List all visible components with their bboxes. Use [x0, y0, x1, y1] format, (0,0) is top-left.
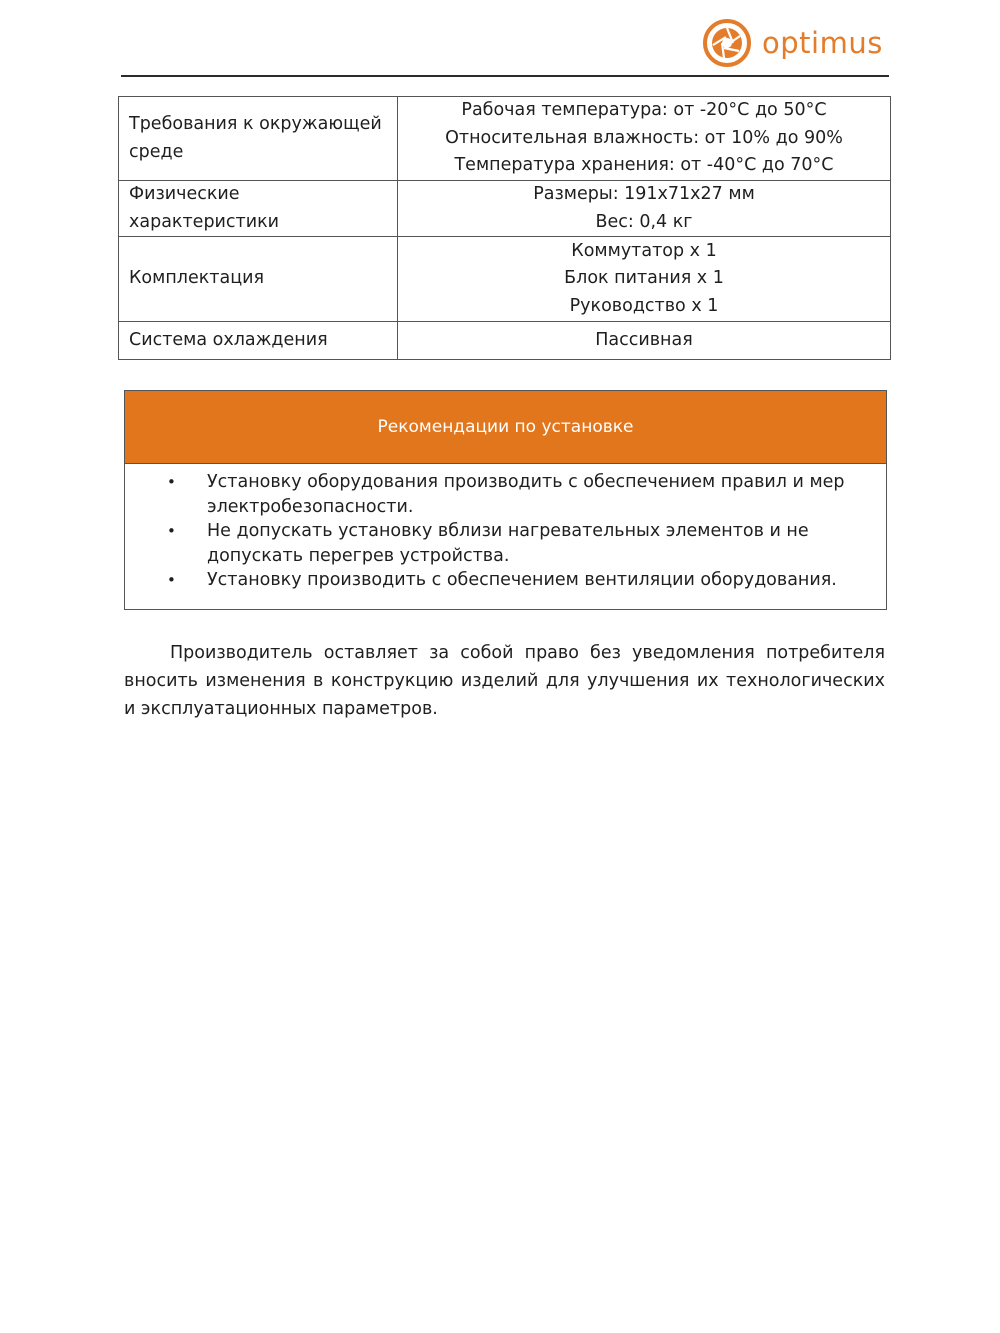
spec-label-physical: Физические характеристики: [119, 181, 398, 237]
spec-value-physical: [398, 181, 891, 237]
bullet-icon: •: [167, 571, 176, 589]
list-item-text: Не допускать установку вблизи нагревательных элементов и не допускать перегрев устройства.: [207, 521, 809, 566]
spec-label-cooling: Система охлаждения: [119, 322, 398, 360]
table-row: [119, 322, 891, 360]
list-item: [125, 568, 886, 593]
spec-value-line: Размеры: 191x71x27 мм: [533, 184, 755, 204]
spec-label-package: Комплектация: [119, 237, 398, 322]
recommendations-title: Рекомендации по установке: [125, 391, 886, 464]
header-divider: [121, 75, 889, 77]
spec-value-line: Блок питания х 1: [564, 268, 724, 289]
table-row: [119, 97, 891, 181]
spec-label-environment: Требования к окружающей среде: [119, 97, 398, 181]
bullet-icon: •: [167, 473, 176, 491]
manufacturer-note: Производитель оставляет за собой право без уведомления потребителя вносить изменения в конструкцию изделий для улучшения их технологических и эксплуатационных параметров.: [124, 643, 885, 719]
installation-recommendations-box: [124, 390, 887, 610]
spec-value-line: Пассивная: [595, 329, 693, 350]
list-item: [125, 470, 886, 519]
spec-value-line: Рабочая температура: от -20°C до 50°C: [461, 100, 827, 121]
spec-value-package: [398, 237, 891, 322]
table-row: [119, 181, 891, 237]
recommendations-list: [125, 464, 886, 593]
list-item: [125, 519, 886, 568]
spec-value-line: Относительная влажность: от 10% до 90%: [445, 127, 843, 148]
list-item-text: Установку производить с обеспечением вентиляции оборудования.: [207, 570, 837, 590]
optimus-aperture-logo-icon: [702, 18, 752, 68]
specifications-table: [118, 96, 891, 360]
spec-value-line: Руководство х 1: [569, 295, 719, 316]
table-row: [119, 237, 891, 322]
brand-name: optimus: [762, 25, 883, 60]
spec-value-line: Коммутатор х 1: [571, 240, 717, 261]
spec-value-cooling: [398, 322, 891, 360]
list-item-text: Установку оборудования производить с обеспечением правил и мер электробезопасности.: [207, 472, 845, 517]
brand-logo: [702, 18, 883, 68]
spec-value-line: Вес: 0,4 кг: [595, 211, 693, 232]
spec-value-environment: [398, 97, 891, 181]
spec-value-line: Температура хранения: от -40°C до 70°C: [454, 155, 834, 176]
bullet-icon: •: [167, 522, 176, 540]
